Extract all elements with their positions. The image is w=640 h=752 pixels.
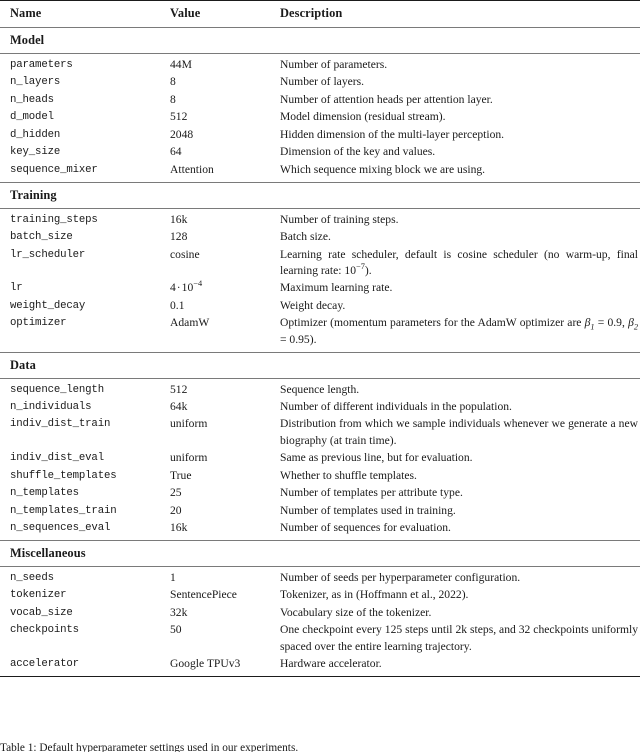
row-value: True [170,468,192,482]
row-description: Number of sequences for evaluation. [280,521,451,535]
table-row [0,126,640,143]
row-description: One checkpoint every 125 steps until 2k steps, and 32 checkpoints uniformly spaced over the entire learning trajectory. [280,623,638,653]
row-description: Number of seeds per hyperparameter configuration. [280,571,521,584]
row-name: checkpoints [10,624,79,637]
table-row [0,450,640,467]
row-name: indiv_dist_train [10,418,111,431]
column-header-value: Value [170,6,201,20]
row-value: SentencePiece [170,588,237,602]
row-name: n_templates [10,487,79,500]
row-value: AdamW [170,316,210,330]
row-description: Number of parameters. [280,58,388,71]
row-name: n_seeds [10,572,54,584]
table-row [0,379,640,399]
table-row [0,567,640,587]
table-row [0,74,640,91]
row-value: 2048 [170,127,194,141]
row-name: vocab_size [10,606,73,619]
row-description: Distribution from which we sample individuals whenever we generate a new biography (at train time). [280,417,638,447]
table-row [0,398,640,415]
row-description: Maximum learning rate. [280,281,393,295]
row-value: 16k [170,212,188,226]
row-name: lr_scheduler [10,248,86,261]
table-footer [0,677,640,678]
table-row [0,246,640,280]
row-description: Whether to shuffle templates. [280,468,417,482]
row-description: Number of templates per attribute type. [280,486,463,500]
section-heading-row [0,353,640,379]
section-title-model: Model [10,33,45,47]
row-name: training_steps [10,213,98,226]
section-training [0,183,640,209]
table-row [0,502,640,519]
row-name: lr [10,282,23,295]
row-value: uniform [170,451,208,465]
row-name: n_layers [10,76,61,89]
math-lr-value: $4\cdot 10^{-4}$ [170,279,203,295]
row-description: Batch size. [280,230,331,244]
section-heading-row [0,541,640,567]
row-name: n_sequences_eval [10,522,111,535]
section-training-rows [0,209,640,352]
row-value: 8 [170,92,176,106]
section-title-data: Data [10,357,36,372]
math-beta2: $\beta_2$ [628,316,639,332]
row-description: Vocabulary size of the tokenizer. [280,605,432,619]
section-model [0,28,640,54]
row-value: 0.1 [170,298,185,312]
table-row [0,280,640,297]
row-name: tokenizer [10,589,67,602]
table-row [0,416,640,450]
row-description: Hardware accelerator. [280,657,382,671]
row-description: Model dimension (residual stream). [280,110,446,124]
table-row [0,315,640,352]
row-value: uniform [170,417,208,431]
row-value: 64 [170,145,182,159]
table-row [0,161,640,182]
row-description: Number of different individuals in the population. [280,400,512,413]
row-value: Google TPUv3 [170,657,241,671]
row-value: 64k [170,400,188,413]
row-value: 16k [170,521,188,535]
table-row [0,54,640,74]
row-name: d_hidden [10,128,61,141]
math-beta1: $\beta_1$ [584,316,595,332]
row-name: indiv_dist_eval [10,452,104,465]
table-row [0,91,640,108]
row-description: Learning rate scheduler, default is cosine scheduler (no warm-up, final learning rate: $10^{-7}$). [280,247,638,277]
row-description: Tokenizer, as in (Hoffmann et al., 2022). [280,588,469,602]
row-name: n_heads [10,93,54,106]
row-name: weight_decay [10,299,86,312]
row-description: Same as previous line, but for evaluation. [280,451,473,465]
row-value: 8 [170,75,176,89]
row-description: Number of templates used in training. [280,503,456,517]
table-row [0,467,640,484]
section-title-training: Training [10,187,57,202]
row-name: d_model [10,111,54,124]
row-name: batch_size [10,231,73,244]
row-description: Hidden dimension of the multi-layer perception. [280,127,505,141]
row-description: Number of layers. [280,75,365,89]
row-value: 50 [170,623,182,637]
row-description: Optimizer (momentum parameters for the AdamW optimizer are $\beta_1 = 0.9$, $\beta_2 = 0.95$). [280,316,639,346]
rule-bottom [0,677,640,678]
row-name: parameters [10,59,73,71]
row-name: accelerator [10,658,79,671]
section-data-rows [0,379,640,541]
row-value [165,280,275,297]
row-value: cosine [170,247,200,261]
column-header-description: Description [280,6,343,20]
table-header [0,1,640,29]
row-name: n_individuals [10,401,92,413]
row-value: 32k [170,605,188,619]
table-row [0,604,640,621]
table-row [0,109,640,126]
table-header-row [0,1,640,28]
row-value: 20 [170,503,182,517]
row-value: 1 [170,571,176,584]
column-header-name: Name [10,6,42,20]
table-row [0,229,640,246]
row-value: 44M [170,58,192,71]
section-heading-row [0,28,640,54]
row-description: Number of attention heads per attention layer. [280,92,493,106]
table-row [0,520,640,541]
row-description: Number of training steps. [280,212,399,226]
table-row [0,297,640,314]
row-description: Dimension of the key and values. [280,145,436,159]
row-value: 25 [170,486,182,500]
row-name: key_size [10,146,61,159]
row-name: shuffle_templates [10,469,117,482]
section-title-miscellaneous: Miscellaneous [10,546,86,560]
table-row [0,144,640,161]
row-name: n_templates_train [10,504,117,517]
math-final-lr: $10^{-7}$ [344,262,365,277]
section-model-rows [0,54,640,182]
row-description: Weight decay. [280,298,346,312]
row-value: 128 [170,230,188,244]
row-value: Attention [170,162,214,176]
row-value: 512 [170,382,188,396]
row-name: optimizer [10,317,67,330]
section-data [0,353,640,379]
row-name: sequence_mixer [10,163,98,176]
table-row [0,622,640,656]
table-row [0,209,640,229]
row-name: sequence_length [10,383,104,396]
section-heading-row [0,183,640,209]
table-row [0,485,640,502]
row-description: Sequence length. [280,382,360,396]
row-description: Which sequence mixing block we are using. [280,162,486,176]
row-value: 512 [170,110,188,124]
table-row [0,587,640,604]
section-miscellaneous-rows [0,567,640,677]
table-row [0,656,640,677]
table-caption: Table 1: Default hyperparameter settings used in our experiments. [0,742,299,752]
section-miscellaneous [0,541,640,567]
